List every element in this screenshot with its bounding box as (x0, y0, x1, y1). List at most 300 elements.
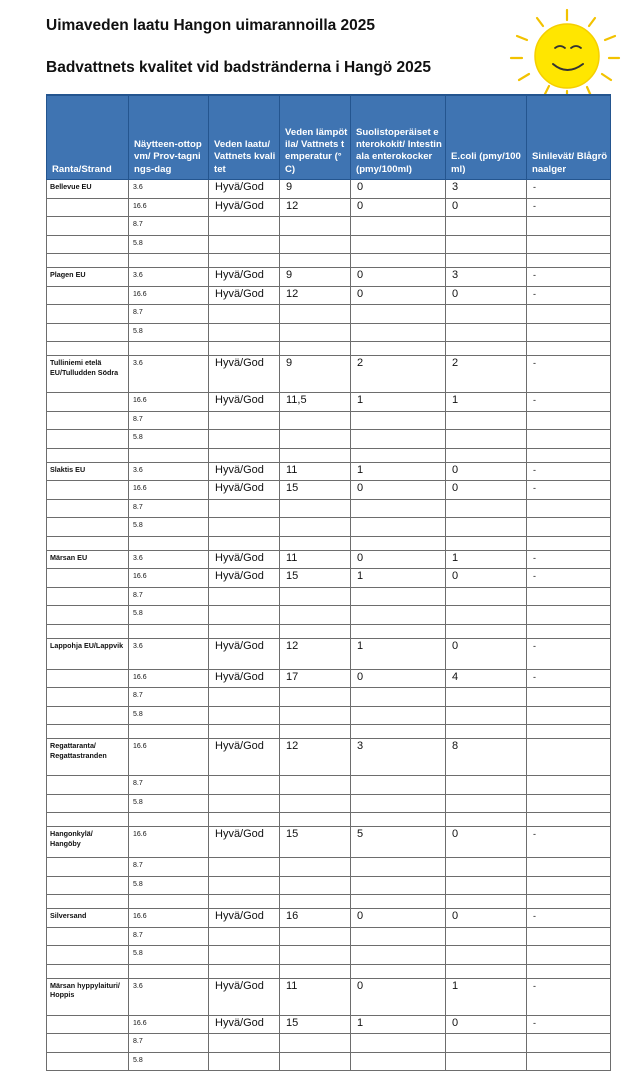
ecoli-cell (446, 323, 527, 342)
temperature-cell: 11,5 (280, 393, 351, 412)
sample-date-cell: 16.6 (129, 827, 209, 858)
empty-cell (47, 536, 129, 550)
algae-cell: - (527, 978, 611, 1015)
empty-cell (351, 624, 446, 638)
temperature-cell: 15 (280, 827, 351, 858)
enterococci-cell (351, 688, 446, 707)
enterococci-cell (351, 946, 446, 965)
ecoli-cell (446, 858, 527, 877)
ecoli-cell (446, 411, 527, 430)
water-quality-cell: Hyvä/God (209, 669, 280, 688)
beach-cell (47, 858, 129, 877)
algae-cell: - (527, 550, 611, 569)
table-row (47, 499, 611, 518)
sample-date-cell: 5.8 (129, 430, 209, 449)
water-quality-cell (209, 430, 280, 449)
beach-cell (47, 286, 129, 305)
empty-cell (209, 448, 280, 462)
sample-date-cell: 5.8 (129, 1052, 209, 1071)
column-header-enterococci: Suolistoperäiset enterokokit/ Intestinala enterokocker (pmy/100ml) (351, 95, 446, 180)
algae-cell (527, 706, 611, 725)
algae-cell (527, 235, 611, 254)
table-row (47, 550, 611, 569)
enterococci-cell (351, 927, 446, 946)
algae-cell: - (527, 198, 611, 217)
water-quality-cell (209, 876, 280, 895)
table-row (47, 481, 611, 500)
group-spacer-row (47, 254, 611, 268)
group-spacer-row (47, 725, 611, 739)
empty-cell (47, 624, 129, 638)
temperature-cell: 12 (280, 198, 351, 217)
temperature-cell (280, 706, 351, 725)
beach-cell (47, 876, 129, 895)
sample-date-cell: 5.8 (129, 235, 209, 254)
enterococci-cell: 0 (351, 550, 446, 569)
temperature-cell: 9 (280, 180, 351, 199)
temperature-cell: 11 (280, 462, 351, 481)
empty-cell (280, 254, 351, 268)
empty-cell (446, 536, 527, 550)
temperature-cell: 15 (280, 1015, 351, 1034)
sample-date-cell: 16.6 (129, 481, 209, 500)
temperature-cell (280, 858, 351, 877)
ecoli-cell: 3 (446, 180, 527, 199)
column-header-beach: Ranta/Strand (47, 95, 129, 180)
temperature-cell (280, 518, 351, 537)
water-quality-cell (209, 1034, 280, 1053)
water-quality-cell: Hyvä/God (209, 198, 280, 217)
temperature-cell (280, 688, 351, 707)
ecoli-cell: 1 (446, 978, 527, 1015)
empty-cell (209, 254, 280, 268)
temperature-cell: 15 (280, 569, 351, 588)
algae-cell (527, 688, 611, 707)
ecoli-cell: 1 (446, 393, 527, 412)
table-row (47, 323, 611, 342)
algae-cell: - (527, 638, 611, 669)
ecoli-cell: 0 (446, 827, 527, 858)
sample-date-cell: 16.6 (129, 909, 209, 928)
sample-date-cell: 3.6 (129, 978, 209, 1015)
beach-cell (47, 946, 129, 965)
enterococci-cell: 0 (351, 909, 446, 928)
algae-cell (527, 1052, 611, 1071)
enterococci-cell: 5 (351, 827, 446, 858)
temperature-cell (280, 876, 351, 895)
sample-date-cell: 3.6 (129, 356, 209, 393)
sample-date-cell: 5.8 (129, 876, 209, 895)
beach-cell (47, 606, 129, 625)
empty-cell (47, 964, 129, 978)
empty-cell (446, 448, 527, 462)
algae-cell (527, 411, 611, 430)
empty-cell (527, 254, 611, 268)
algae-cell (527, 430, 611, 449)
empty-cell (527, 536, 611, 550)
water-quality-cell: Hyvä/God (209, 827, 280, 858)
enterococci-cell (351, 776, 446, 795)
algae-cell: - (527, 827, 611, 858)
temperature-cell: 17 (280, 669, 351, 688)
temperature-cell (280, 323, 351, 342)
temperature-cell (280, 1034, 351, 1053)
temperature-cell (280, 606, 351, 625)
enterococci-cell: 0 (351, 286, 446, 305)
empty-cell (527, 624, 611, 638)
ecoli-cell: 3 (446, 268, 527, 287)
beach-cell: Bellevue EU (47, 180, 129, 199)
water-quality-cell: Hyvä/God (209, 638, 280, 669)
water-quality-cell: Hyvä/God (209, 481, 280, 500)
table-row (47, 978, 611, 1015)
enterococci-cell: 1 (351, 393, 446, 412)
algae-cell: - (527, 569, 611, 588)
water-quality-cell (209, 776, 280, 795)
temperature-cell: 12 (280, 739, 351, 776)
ecoli-cell (446, 430, 527, 449)
sample-date-cell: 8.7 (129, 776, 209, 795)
ecoli-cell: 0 (446, 638, 527, 669)
group-spacer-row (47, 342, 611, 356)
table-row (47, 927, 611, 946)
empty-cell (47, 895, 129, 909)
beach-cell (47, 1052, 129, 1071)
empty-cell (351, 813, 446, 827)
table-row (47, 827, 611, 858)
table-row (47, 411, 611, 430)
ecoli-cell: 0 (446, 462, 527, 481)
empty-cell (527, 448, 611, 462)
table-row (47, 305, 611, 324)
temperature-cell (280, 499, 351, 518)
algae-cell: - (527, 462, 611, 481)
ecoli-cell: 0 (446, 909, 527, 928)
beach-cell (47, 587, 129, 606)
sample-date-cell: 5.8 (129, 706, 209, 725)
water-quality-cell (209, 235, 280, 254)
group-spacer-row (47, 964, 611, 978)
empty-cell (280, 813, 351, 827)
empty-cell (351, 895, 446, 909)
water-quality-cell: Hyvä/God (209, 462, 280, 481)
empty-cell (446, 964, 527, 978)
enterococci-cell (351, 858, 446, 877)
algae-cell (527, 323, 611, 342)
water-quality-cell (209, 323, 280, 342)
algae-cell (527, 776, 611, 795)
enterococci-cell (351, 499, 446, 518)
table-body (47, 180, 611, 1071)
sample-date-cell: 8.7 (129, 305, 209, 324)
sample-date-cell: 8.7 (129, 858, 209, 877)
sample-date-cell: 16.6 (129, 1015, 209, 1034)
temperature-cell (280, 776, 351, 795)
empty-cell (47, 342, 129, 356)
column-header-sample-date: Näytteen-ottopvm/ Prov-tagnings-dag (129, 95, 209, 180)
ecoli-cell: 0 (446, 1015, 527, 1034)
temperature-cell (280, 430, 351, 449)
enterococci-cell: 0 (351, 481, 446, 500)
beach-cell (47, 669, 129, 688)
algae-cell (527, 518, 611, 537)
empty-cell (527, 725, 611, 739)
table-row (47, 217, 611, 236)
sample-date-cell: 5.8 (129, 794, 209, 813)
algae-cell (527, 946, 611, 965)
enterococci-cell: 2 (351, 356, 446, 393)
table-row (47, 462, 611, 481)
beach-cell: Märsan EU (47, 550, 129, 569)
temperature-cell: 11 (280, 550, 351, 569)
table-row (47, 946, 611, 965)
column-header-ecoli: E.coli (pmy/100ml) (446, 95, 527, 180)
beach-cell: Hangonkylä/ Hangöby (47, 827, 129, 858)
table-row (47, 268, 611, 287)
table-row (47, 739, 611, 776)
water-quality-cell (209, 305, 280, 324)
enterococci-cell (351, 305, 446, 324)
sample-date-cell: 8.7 (129, 1034, 209, 1053)
page-title-sv: Badvattnets kvalitet vid badstränderna i Hangö 2025 (46, 59, 432, 76)
table-row (47, 876, 611, 895)
beach-cell (47, 688, 129, 707)
table-row (47, 235, 611, 254)
water-quality-cell (209, 499, 280, 518)
beach-cell (47, 411, 129, 430)
table-row (47, 688, 611, 707)
ecoli-cell (446, 946, 527, 965)
algae-cell: - (527, 180, 611, 199)
beach-cell: Slaktis EU (47, 462, 129, 481)
water-quality-cell (209, 518, 280, 537)
table-row (47, 518, 611, 537)
table-row (47, 587, 611, 606)
enterococci-cell: 0 (351, 669, 446, 688)
sample-date-cell: 3.6 (129, 180, 209, 199)
ecoli-cell: 8 (446, 739, 527, 776)
beach-cell (47, 235, 129, 254)
algae-cell (527, 1034, 611, 1053)
ecoli-cell (446, 217, 527, 236)
table-row (47, 858, 611, 877)
empty-cell (351, 725, 446, 739)
beach-cell: Tulliniemi etelä EU/Tulludden Södra (47, 356, 129, 393)
sample-date-cell: 8.7 (129, 927, 209, 946)
empty-cell (351, 448, 446, 462)
empty-cell (129, 342, 209, 356)
algae-cell: - (527, 1015, 611, 1034)
table-row (47, 393, 611, 412)
algae-cell: - (527, 481, 611, 500)
water-quality-cell (209, 794, 280, 813)
algae-cell (527, 305, 611, 324)
empty-cell (446, 813, 527, 827)
temperature-cell: 12 (280, 286, 351, 305)
temperature-cell (280, 794, 351, 813)
algae-cell (527, 606, 611, 625)
algae-cell (527, 587, 611, 606)
beach-cell (47, 1015, 129, 1034)
empty-cell (446, 342, 527, 356)
table-row (47, 569, 611, 588)
beach-cell (47, 776, 129, 795)
enterococci-cell (351, 606, 446, 625)
table-row (47, 1052, 611, 1071)
empty-cell (47, 813, 129, 827)
ecoli-cell: 1 (446, 550, 527, 569)
empty-cell (280, 342, 351, 356)
empty-cell (209, 964, 280, 978)
ecoli-cell: 0 (446, 198, 527, 217)
sample-date-cell: 5.8 (129, 323, 209, 342)
empty-cell (209, 813, 280, 827)
ecoli-cell: 2 (446, 356, 527, 393)
temperature-cell (280, 235, 351, 254)
temperature-cell: 11 (280, 978, 351, 1015)
beach-cell (47, 927, 129, 946)
sample-date-cell: 16.6 (129, 739, 209, 776)
sample-date-cell: 5.8 (129, 518, 209, 537)
ecoli-cell (446, 518, 527, 537)
beach-cell (47, 481, 129, 500)
water-quality-cell: Hyvä/God (209, 356, 280, 393)
group-spacer-row (47, 448, 611, 462)
sample-date-cell: 3.6 (129, 462, 209, 481)
ecoli-cell (446, 1052, 527, 1071)
algae-cell: - (527, 356, 611, 393)
enterococci-cell: 3 (351, 739, 446, 776)
water-quality-cell: Hyvä/God (209, 550, 280, 569)
water-quality-cell: Hyvä/God (209, 739, 280, 776)
ecoli-cell (446, 587, 527, 606)
ecoli-cell (446, 606, 527, 625)
sample-date-cell: 3.6 (129, 268, 209, 287)
water-quality-cell (209, 587, 280, 606)
empty-cell (129, 895, 209, 909)
beach-cell: Lappohja EU/Lappvik (47, 638, 129, 669)
temperature-cell (280, 1052, 351, 1071)
empty-cell (280, 536, 351, 550)
water-quality-cell (209, 606, 280, 625)
beach-cell (47, 217, 129, 236)
empty-cell (129, 254, 209, 268)
beach-cell (47, 323, 129, 342)
sample-date-cell: 5.8 (129, 946, 209, 965)
enterococci-cell (351, 794, 446, 813)
enterococci-cell: 0 (351, 268, 446, 287)
table-row (47, 706, 611, 725)
beach-cell (47, 518, 129, 537)
water-quality-cell: Hyvä/God (209, 180, 280, 199)
temperature-cell: 12 (280, 638, 351, 669)
algae-cell: - (527, 393, 611, 412)
enterococci-cell (351, 587, 446, 606)
empty-cell (209, 895, 280, 909)
column-header-water-temperature: Veden lämpötila/ Vattnets temperatur (°C) (280, 95, 351, 180)
enterococci-cell: 0 (351, 198, 446, 217)
empty-cell (280, 725, 351, 739)
ecoli-cell (446, 499, 527, 518)
water-quality-cell (209, 946, 280, 965)
empty-cell (527, 895, 611, 909)
algae-cell: - (527, 268, 611, 287)
page-title-fi: Uimaveden laatu Hangon uimarannoilla 2025 (46, 17, 376, 34)
water-quality-cell: Hyvä/God (209, 1015, 280, 1034)
enterococci-cell: 0 (351, 978, 446, 1015)
sample-date-cell: 16.6 (129, 286, 209, 305)
temperature-cell (280, 946, 351, 965)
empty-cell (446, 624, 527, 638)
beach-cell (47, 198, 129, 217)
sample-date-cell: 16.6 (129, 198, 209, 217)
temperature-cell (280, 411, 351, 430)
ecoli-cell (446, 927, 527, 946)
ecoli-cell (446, 876, 527, 895)
column-header-blue-green-algae: Sinilevät/ Blågrönaalger (527, 95, 611, 180)
table-row (47, 669, 611, 688)
group-spacer-row (47, 536, 611, 550)
ecoli-cell: 4 (446, 669, 527, 688)
empty-cell (351, 536, 446, 550)
enterococci-cell: 1 (351, 638, 446, 669)
beach-cell: Märsan hyppylaituri/ Hoppis (47, 978, 129, 1015)
table-row (47, 794, 611, 813)
enterococci-cell (351, 430, 446, 449)
empty-cell (446, 254, 527, 268)
empty-cell (47, 448, 129, 462)
ecoli-cell: 0 (446, 569, 527, 588)
algae-cell: - (527, 286, 611, 305)
enterococci-cell (351, 235, 446, 254)
ecoli-cell (446, 706, 527, 725)
empty-cell (280, 624, 351, 638)
empty-cell (129, 813, 209, 827)
water-quality-cell (209, 688, 280, 707)
sample-date-cell: 16.6 (129, 669, 209, 688)
algae-cell (527, 927, 611, 946)
empty-cell (280, 895, 351, 909)
ecoli-cell (446, 235, 527, 254)
smiling-sun-icon (505, 6, 623, 102)
water-quality-cell: Hyvä/God (209, 978, 280, 1015)
algae-cell (527, 217, 611, 236)
ecoli-cell: 0 (446, 481, 527, 500)
beach-cell (47, 430, 129, 449)
table-row (47, 909, 611, 928)
table-row (47, 776, 611, 795)
enterococci-cell (351, 323, 446, 342)
empty-cell (129, 624, 209, 638)
empty-cell (351, 254, 446, 268)
empty-cell (209, 624, 280, 638)
beach-cell (47, 1034, 129, 1053)
table-row (47, 286, 611, 305)
temperature-cell: 9 (280, 356, 351, 393)
table-row (47, 430, 611, 449)
enterococci-cell: 0 (351, 180, 446, 199)
temperature-cell (280, 217, 351, 236)
beach-cell (47, 393, 129, 412)
beach-cell (47, 794, 129, 813)
water-quality-cell (209, 217, 280, 236)
group-spacer-row (47, 624, 611, 638)
table-row (47, 1015, 611, 1034)
water-quality-cell (209, 706, 280, 725)
table-row (47, 356, 611, 393)
enterococci-cell: 1 (351, 569, 446, 588)
empty-cell (527, 964, 611, 978)
